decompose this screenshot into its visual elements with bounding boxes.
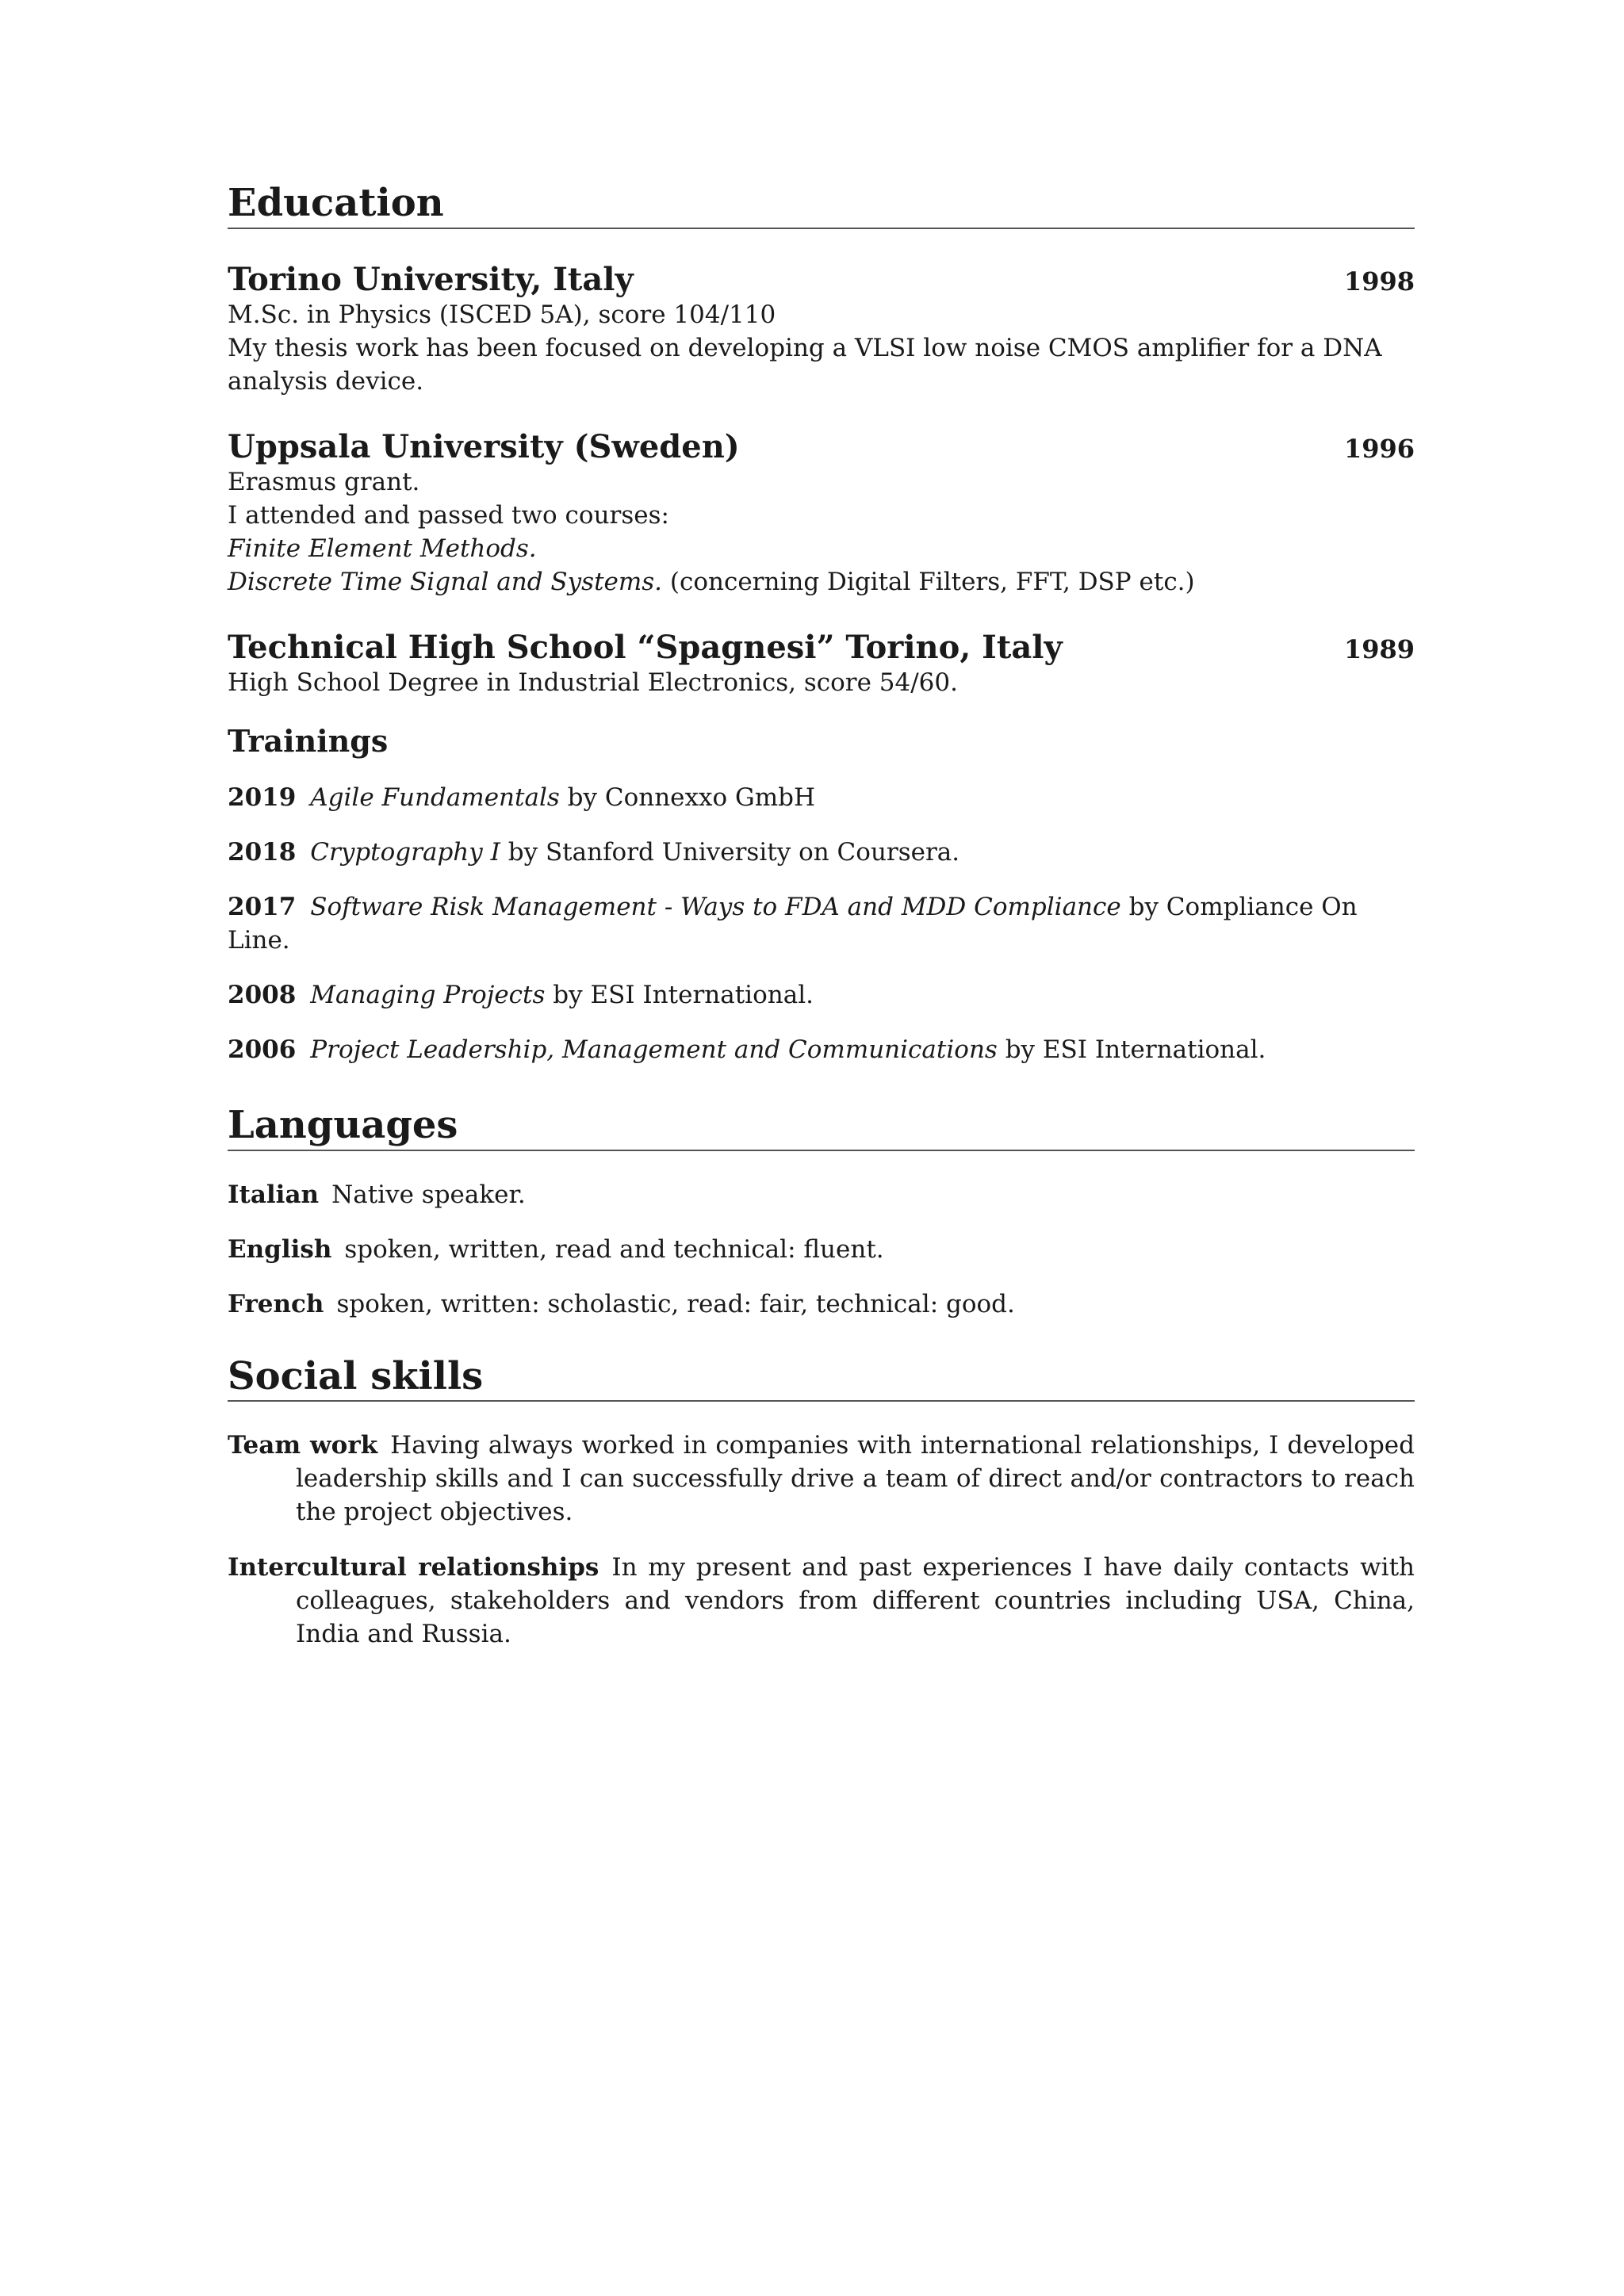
institution-name: Technical High School “Spagnesi” Torino, Italy — [228, 628, 1063, 666]
institution-name: Torino University, Italy — [228, 260, 634, 298]
social-skill-text: In my present and past experiences I have daily contacts with colleagues, stakeholders and vendors from different countries including USA, China, India and Russia. — [296, 1553, 1415, 1649]
education-entry — [228, 261, 1415, 398]
education-entry-header — [228, 629, 1415, 666]
education-section — [228, 182, 1415, 1066]
education-detail: My thesis work has been focused on developing a VLSI low noise CMOS amplifier for a DNA analysis device. — [228, 333, 1382, 396]
training-course: Agile Fundamentals — [310, 783, 560, 812]
training-year: 2019 — [228, 783, 297, 812]
language-item — [228, 1178, 1415, 1211]
trainings-title: Trainings — [228, 722, 389, 759]
training-item — [228, 781, 1415, 814]
education-entry-header — [228, 428, 1415, 465]
training-item — [228, 890, 1415, 957]
social-skill-text: Having always worked in companies with international relationships, I developed leadership skills and I can successfully drive a team of direct and/or contractors to reach the project objectives. — [296, 1431, 1415, 1527]
education-entry-header — [228, 261, 1415, 298]
course-name: Finite Element Methods. — [228, 534, 537, 563]
language-level: spoken, written, read and technical: fluent. — [344, 1234, 884, 1264]
education-year: 1998 — [1343, 266, 1415, 297]
language-name: Italian — [228, 1180, 320, 1209]
language-item — [228, 1233, 1415, 1266]
social-skill-item — [228, 1429, 1415, 1529]
education-entry — [228, 428, 1415, 599]
course-name: Discrete Time Signal and Systems. — [228, 567, 663, 596]
training-provider: by Stanford University on Coursera. — [508, 837, 960, 867]
language-name: French — [228, 1289, 324, 1318]
training-course: Software Risk Management - Ways to FDA and MDD Compliance — [310, 892, 1121, 921]
training-course: Project Leadership, Management and Communications — [310, 1035, 998, 1064]
training-year: 2018 — [228, 837, 297, 867]
social-skill-name: Team work — [228, 1431, 378, 1460]
social-skill-name: Intercultural relationships — [228, 1553, 599, 1582]
education-year: 1989 — [1343, 633, 1415, 664]
education-detail: High School Degree in Industrial Electronics, score 54/60. — [228, 668, 958, 697]
education-detail: I attended and passed two courses: — [228, 500, 669, 530]
languages-title: Languages — [228, 1104, 1415, 1151]
training-provider: by Compliance On Line. — [228, 892, 1358, 955]
education-title: Education — [228, 182, 1415, 229]
education-detail: M.Sc. in Physics (ISCED 5A), score 104/110 — [228, 300, 776, 329]
institution-name: Uppsala University (Sweden) — [228, 427, 740, 465]
language-level: spoken, written: scholastic, read: fair, technical: good. — [336, 1289, 1015, 1318]
language-item — [228, 1288, 1415, 1321]
languages-section — [228, 1104, 1415, 1321]
training-course: Cryptography I — [310, 837, 500, 867]
social-skills-title: Social skills — [228, 1356, 1415, 1402]
training-provider: by ESI International. — [553, 980, 814, 1009]
training-item — [228, 1033, 1415, 1066]
training-course: Managing Projects — [310, 980, 546, 1009]
education-entry — [228, 629, 1415, 699]
cv-page — [228, 182, 1415, 1673]
training-item — [228, 836, 1415, 869]
languages-list — [228, 1178, 1415, 1321]
training-year: 2008 — [228, 980, 297, 1009]
training-item — [228, 978, 1415, 1012]
training-year: 2017 — [228, 892, 297, 921]
education-detail: Erasmus grant. — [228, 467, 420, 496]
course-note: (concerning Digital Filters, FFT, DSP etc.) — [669, 567, 1195, 596]
social-skills-section — [228, 1353, 1415, 1651]
social-skills-list — [228, 1429, 1415, 1651]
education-detail-course — [228, 565, 1415, 599]
training-year: 2006 — [228, 1035, 297, 1064]
language-name: English — [228, 1234, 332, 1264]
social-skill-item — [228, 1551, 1415, 1651]
training-provider: by ESI International. — [1005, 1035, 1266, 1064]
training-provider: by Connexxo GmbH — [567, 783, 816, 812]
education-year: 1996 — [1343, 433, 1415, 464]
language-level: Native speaker. — [331, 1180, 526, 1209]
